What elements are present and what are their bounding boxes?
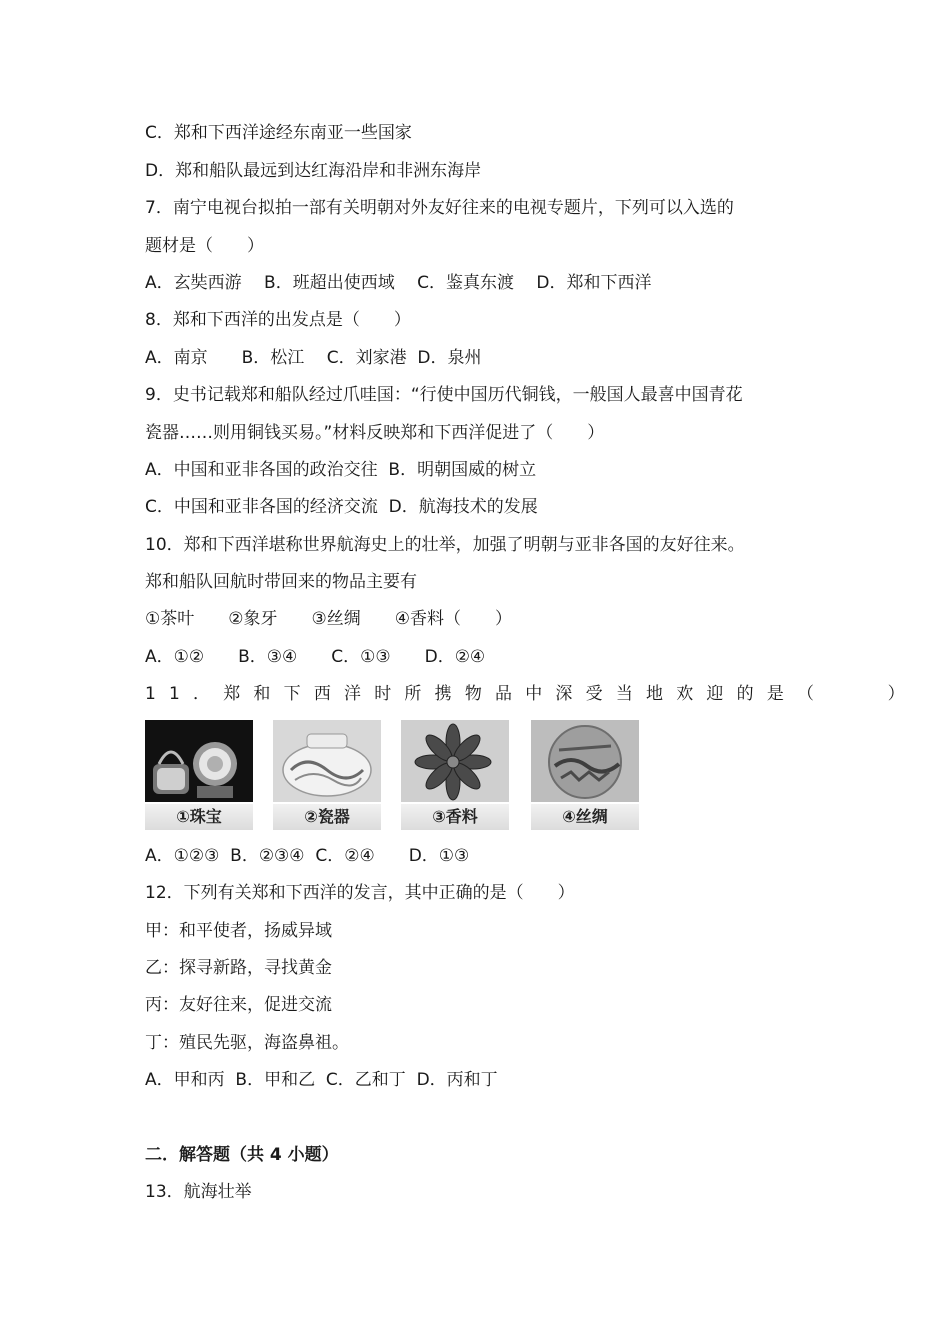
porcelain-photo <box>273 720 381 802</box>
figure-caption-porcelain: ②瓷器 <box>273 804 381 830</box>
q7-options: A．玄奘西游 B．班超出使西域 C．鉴真东渡 D．郑和下西洋 <box>145 273 652 293</box>
figure-caption-spices: ③香料 <box>401 804 509 830</box>
star-anise-photo <box>401 720 509 802</box>
q10-options: A．①② B．③④ C．①③ D．②④ <box>145 647 486 667</box>
q9-stem-line1: 9．史书记载郑和船队经过爪哇国：“行使中国历代铜钱，一般国人最喜中国青花 <box>145 385 743 405</box>
q9-options-cd: C．中国和亚非各国的经济交流 D．航海技术的发展 <box>145 497 538 517</box>
q12-statement-yi: 乙：探寻新路，寻找黄金 <box>145 958 332 978</box>
q10-stem-line1: 10．郑和下西洋堪称世界航海史上的壮举，加强了明朝与亚非各国的友好往来。 <box>145 535 745 555</box>
q7-stem-line1: 7．南宁电视台拟拍一部有关明朝对外友好往来的电视专题片，下列可以入选的 <box>145 198 734 218</box>
q12-stem: 12．下列有关郑和下西洋的发言，其中正确的是（ ） <box>145 883 575 903</box>
silk-photo <box>531 720 639 802</box>
q6-option-d: D．郑和船队最远到达红海沿岸和非洲东海岸 <box>145 161 482 181</box>
jewelry-photo <box>145 720 253 802</box>
q13-stem: 13．航海壮举 <box>145 1182 252 1202</box>
q6-option-c: C．郑和下西洋途经东南亚一些国家 <box>145 123 412 143</box>
figure-caption-jewelry: ①珠宝 <box>145 804 253 830</box>
q11-figure <box>145 720 640 832</box>
q9-options-ab: A．中国和亚非各国的政治交往 B．明朝国威的树立 <box>145 460 537 480</box>
q12-options: A．甲和丙 B．甲和乙 C．乙和丁 D．丙和丁 <box>145 1070 498 1090</box>
q7-stem-line2: 题材是（ ） <box>145 236 264 256</box>
figure-item-spices <box>401 720 509 832</box>
figure-item-porcelain <box>273 720 381 832</box>
figure-item-jewelry <box>145 720 253 832</box>
q11-options: A．①②③ B．②③④ C．②④ D．①③ <box>145 846 470 866</box>
q12-statement-ding: 丁：殖民先驱，海盗鼻祖。 <box>145 1033 349 1053</box>
q9-stem-line2: 瓷器……则用铜钱买易。”材料反映郑和下西洋促进了（ ） <box>145 423 605 443</box>
q12-statement-jia: 甲：和平使者，扬威异域 <box>145 921 332 941</box>
q12-statement-bing: 丙：友好往来，促进交流 <box>145 995 332 1015</box>
q8-options: A．南京 B．松江 C．刘家港 D．泉州 <box>145 348 482 368</box>
section-heading: 二．解答题（共 4 小题） <box>145 1145 339 1165</box>
figure-caption-silk: ④丝绸 <box>531 804 639 830</box>
q10-items: ①茶叶 ②象牙 ③丝绸 ④香料（ ） <box>145 609 512 629</box>
figure-item-silk <box>531 720 639 832</box>
q8-stem: 8．郑和下西洋的出发点是（ ） <box>145 310 411 330</box>
q11-stem: 11．郑和下西洋时所携物品中深受当地欢迎的是（ ） <box>145 684 918 704</box>
q10-stem-line2: 郑和船队回航时带回来的物品主要有 <box>145 572 417 592</box>
